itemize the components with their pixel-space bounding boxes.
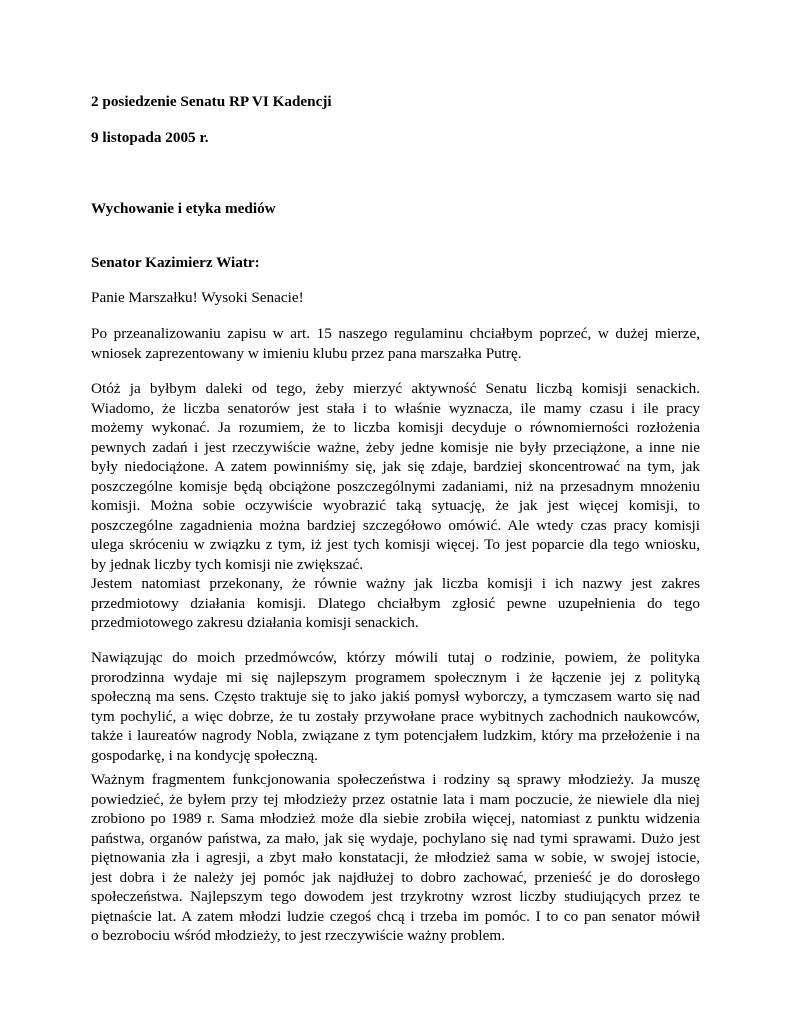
paragraph-line: powiedzieć, że byłem przy tej młodzieży przez ostatnie lata i mam poczucie, że niewiele dla niej — [91, 790, 700, 808]
paragraph-line: ulega skróceniu w związku z tym, iż jest tych komisji więcej. To jest poparcie dla tego wniosku, — [91, 536, 700, 553]
paragraph-line: także i laureatów nagrody Nobla, związane z tym potencjałem ludzkim, który ma przełożenie i na — [91, 727, 700, 744]
paragraph-line: zrobiono po 1989 r. Sama młodzież może dla siebie zrobiła więcej, natomiast z punktu widzenia — [91, 810, 700, 827]
paragraph-line: poszczególne komisje będą obciążone poszczególnymi zadaniami, niż na przesadnym mnożeniu — [91, 477, 700, 495]
paragraph-line: wniosek zaprezentowany w imieniu klubu przez pana marszałka Putrę. — [91, 344, 522, 362]
paragraph-line: państwa, organów państwa, za mało, jak się wydaje, pochylano się nad tymi sprawami. Dużo jest — [91, 829, 700, 847]
session-heading: 2 posiedzenie Senatu RP VI Kadencji — [91, 93, 332, 110]
paragraph-2 — [91, 379, 700, 574]
paragraph-line: pewnych zadań i jest rzeczywiście ważne, żeby jedne komisje nie były przeciążone, a inne nie — [91, 438, 700, 456]
paragraph-line: o bezrobociu wśród młodzieży, to jest rzeczywiście ważny problem. — [91, 927, 505, 944]
paragraph-line: społeczeństwa. Najlepszym tego dowodem jest trzykrotny wzrost liczby studiujących przez te — [91, 888, 700, 905]
paragraph-line: piętnowania zła i agresji, a zbyt mało konstatacji, że młodzież sama w sobie, w swojej istocie, — [91, 849, 700, 866]
greeting: Panie Marszałku! Wysoki Senacie! — [91, 289, 304, 306]
paragraph-line: Otóż ja byłbym daleki od tego, żeby mierzyć aktywność Senatu liczbą komisji senackich. — [91, 380, 700, 397]
paragraph-line: przedmiotowego zakresu działania komisji senackich. — [91, 614, 419, 631]
paragraph-line: były niedociążone. A zatem powinniśmy się, jak się zdaje, bardziej skoncentrować na tym, jak — [91, 458, 700, 475]
topic-heading: Wychowanie i etyka mediów — [91, 200, 276, 217]
paragraph-line: możemy wykonać. Ja rozumiem, że to liczba komisji decyduje o równomierności rozłożenia — [91, 419, 700, 436]
paragraph-line: poszczególne zagadnienia można bardziej szczegółowo omówić. Ale wtedy czas pracy komisji — [91, 516, 700, 534]
paragraph-line: gospodarkę, i na kondycję społeczną. — [91, 746, 318, 764]
paragraph-line: społeczną ma sens. Często traktuje się to jako jakiś pomysł wyborczy, a tymczasem warto się nad — [91, 688, 700, 705]
paragraph-line: Wiadomo, że liczba senatorów jest stała i to właśnie wyznacza, ile mamy czasu i ile pracy — [91, 399, 700, 417]
paragraph-line: Po przeanalizowaniu zapisu w art. 15 naszego regulaminu chciałbym poprzeć, w dużej mierze, — [91, 325, 700, 342]
paragraph-line: by jednak liczby tych komisji nie zwiększać. — [91, 555, 364, 573]
paragraph-line: Ważnym fragmentem funkcjonowania społeczeństwa i rodziny są sprawy młodzieży. Ja muszę — [91, 771, 700, 788]
paragraph-line: Jestem natomiast przekonany, że równie ważny jak liczba komisji i ich nazwy jest zakres — [91, 575, 700, 592]
paragraph-line: jest dobra i że należy jej pomóc jak najdłużej to dobro zachować, przenieść je do dorosłego — [91, 868, 700, 886]
paragraph-line: komisji. Można sobie oczywiście wyobrazić taką sytuację, że jak jest więcej komisji, to — [91, 497, 700, 514]
paragraph-1 — [91, 324, 700, 363]
paragraph-line: tym pochylić, a więc dobrze, że tu zostały przywołane prace wybitnych zachodnich naukowców, — [91, 707, 700, 725]
paragraph-line: przedmiotowy działania komisji. Dlatego chciałbym zgłosić pewne uzupełnienia do tego — [91, 594, 700, 612]
paragraph-4 — [91, 648, 700, 765]
paragraph-line: Nawiązując do moich przedmówców, którzy mówili tutaj o rodzinie, powiem, że polityka — [91, 649, 700, 666]
paragraph-3 — [91, 574, 700, 633]
session-date: 9 listopada 2005 r. — [91, 129, 209, 146]
paragraph-5 — [91, 770, 700, 946]
speaker-name: Senator Kazimierz Wiatr: — [91, 254, 260, 271]
paragraph-line: piętnaście lat. A zatem młodzi ludzie czegoś chcą i trzeba im pomóc. I to co pan senator mówił — [91, 907, 700, 925]
paragraph-line: prorodzinna wydaje mi się najlepszym programem społecznym i że łączenie jej z polityką — [91, 668, 700, 686]
